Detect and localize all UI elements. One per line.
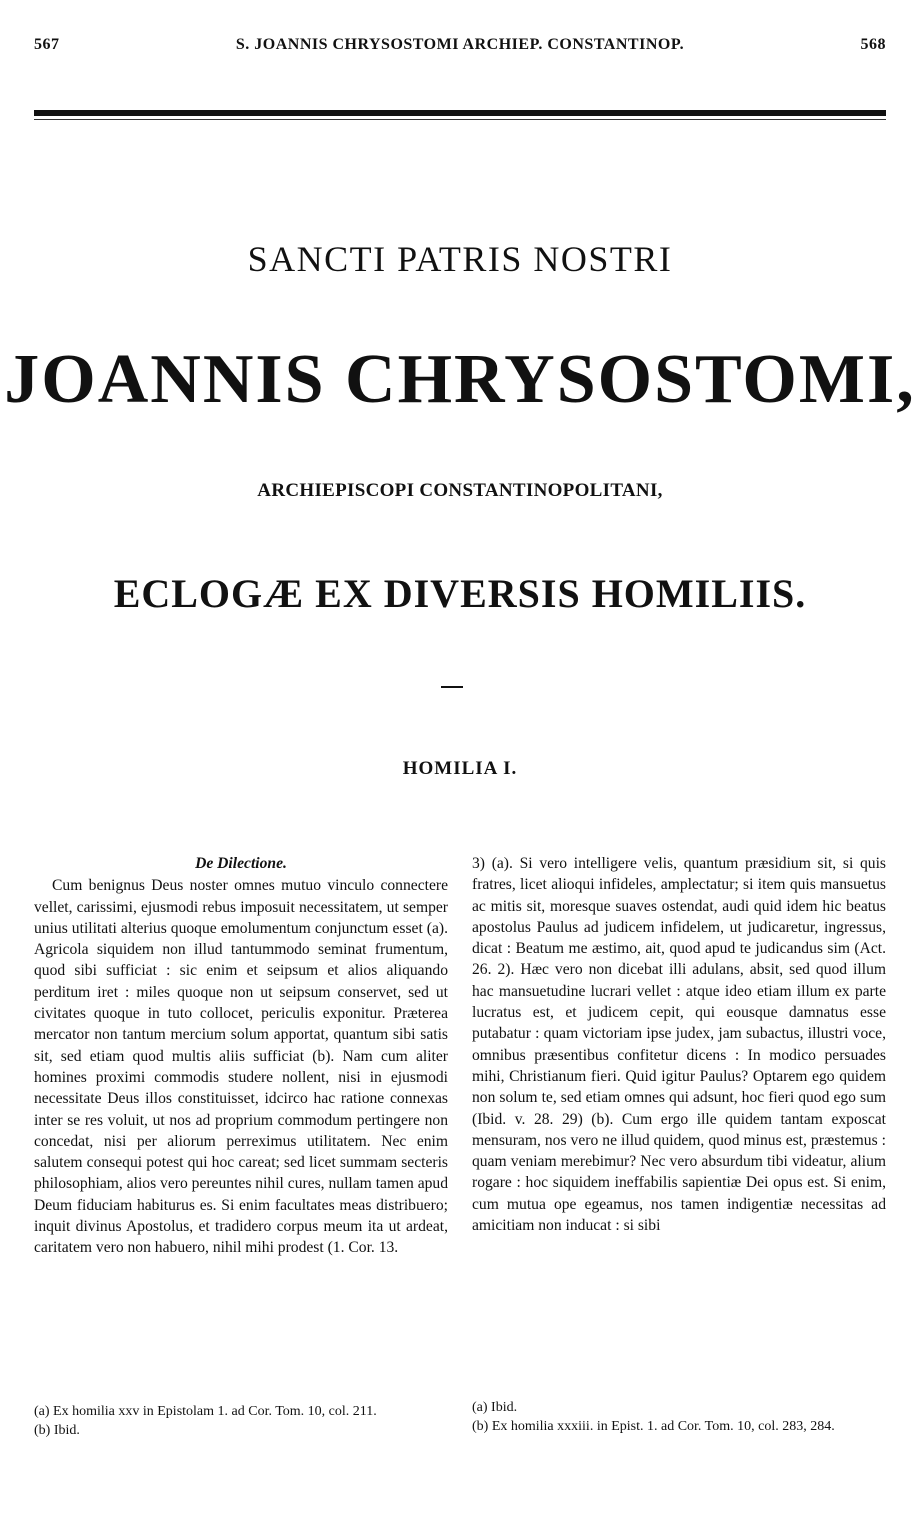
title-dash-divider [441,686,463,688]
left-text-column [34,853,448,1259]
footnote-right-a: (a) Ibid. [472,1400,518,1415]
subtitle: ARCHIEPISCOPI CONSTANTINOPOLITANI, [257,480,663,501]
running-title: S. JOANNIS CHRYSOSTOMI ARCHIEP. CONSTANTINOP. [235,36,685,53]
work-title: ECLOGÆ EX DIVERSIS HOMILIIS. [113,571,807,616]
main-title: JOANNIS CHRYSOSTOMI, [4,341,916,418]
right-column-paragraph: 3) (a). Si vero intelligere velis, quantum præsidium sit, si quis fratres, licet alioqui infideles, amplectatur; si item quis mansuetus ac mitis sit, moresque suaves ostendat, audi quid idem hic beatus apostolus Paulus ad judicem infidelem, ut judicaretur, ingressus, dicat : Beatum me æstimo, ait, quod apud te judicandus sim (Act. 26. 2). Hæc vero non dicebat illi adulans, absit, sed quod illum hac mansuetudine lucrari vellet : atque ideo etiam illum ex parte lucratus est, et judicem cepit, qui eousque damnatus esse putabatur : quam victoriam ipse judex, jam subactus, illustri voce, omnibus præsentibus confitetur dicens : In modico persuades mihi, Christianum fieri. Quid igitur Paulus? Optarem ego quidem non solum te, sed etiam omnes qui adsunt, hoc fieri quod ego sum (Ibid. v. 28. 29) (b). Cum ergo ille quidem tantam exposcat mensuram, nos vero ne illud quidem, quod minus est, præstemus : quam veniam merebimur? Nec vero absurdum tibi videatur, alium rogare : hoc siquidem ineffabilis sapientiæ Dei opus est. Si enim, cum mutua ope egeamus, nos tamen indigentiæ necessitas ad amicitiam non inducat : si sibi [472,855,886,1235]
footnote-right-b: (b) Ex homilia xxxiii. in Epist. 1. ad Cor. Tom. 10, col. 283, 284. [472,1419,835,1434]
header-rule-thin [34,119,886,120]
footnotes-right [472,1400,886,1438]
page-number-right: 568 [860,36,886,53]
page-number-left: 567 [34,36,60,53]
homily-heading: HOMILIA I. [402,758,518,779]
header-rule-thick [34,110,886,116]
section-heading: De Dilectione. [195,855,287,872]
running-head [34,36,886,58]
supertitle: SANCTI PATRIS NOSTRI [247,239,673,279]
footnote-left-a: (a) Ex homilia xxv in Epistolam 1. ad Cor. Tom. 10, col. 211. [34,1404,377,1419]
footnote-left-b: (b) Ibid. [34,1423,80,1438]
right-text-column [472,853,886,1236]
left-column-paragraph: Cum benignus Deus noster omnes mutuo vinculo connectere vellet, carissimi, ejusmodi rebus imposuit necessitatem, ut semper unius utilitati alterius quoque emolumentum conjunctum esset (a). Agricola siquidem non illud tantummodo seminat frumentum, quod sibi sufficiat : sic enim et seipsum et alios aliquando perditum iret : miles quoque non ut seipsum conservet, sed ut civitates quoque in tuto collocet, periculis exponitur. Præterea mercator non tantum mercium solum apportat, quantum sibi satis sit, sed etiam quod multis aliis sufficiat (b). Nam cum aliter homines proximi commodis studere nollent, nisi in ejusmodi necessitate Deus illos constituisset, idcirco hac ratione connexas inter se res voluit, ut nos ad proprium commodum pertingere non concedat, nisi per aliorum perreximus utilitatem. Nec enim salutem consequi potest qui hoc careat; sed licet summam secteris philosophiam, alios vero pereuntes nihil cures, nullam tamen apud Deum fiduciam habiturus es. Si enim facultates meas distribuero; inquit divinus Apostolus, et tradidero corpus meum ita ut ardeat, caritatem vero non habuero, nihil mihi prodest (1. Cor. 13. [34,877,449,1257]
footnotes-left [34,1404,448,1442]
